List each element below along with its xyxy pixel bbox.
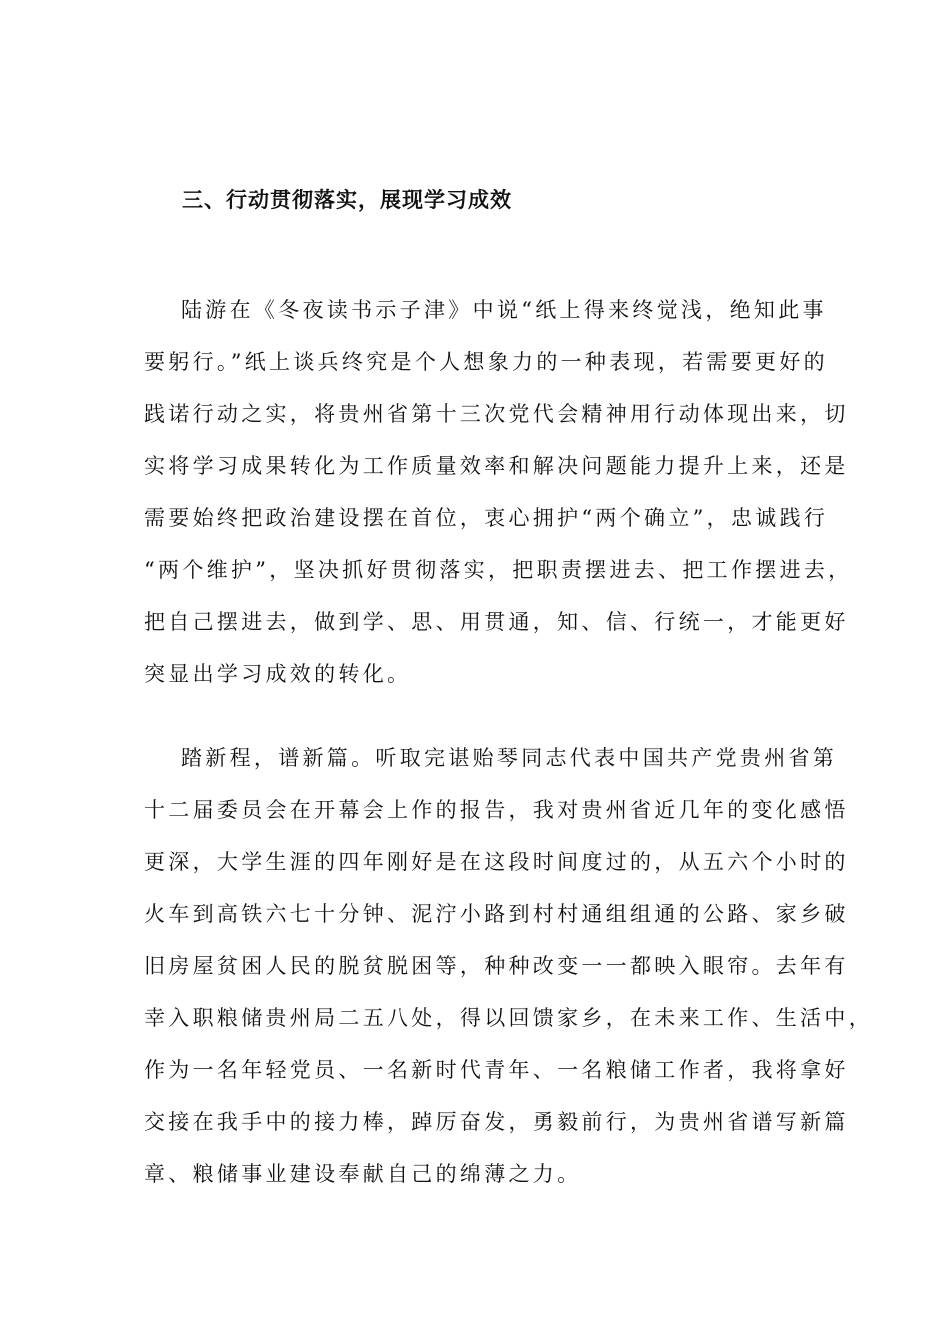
paragraph-line: 践诺行动之实，将贵州省第十三次党代会精神用行动体现出来，切: [144, 402, 849, 426]
section-heading: 三、行动贯彻落实，展现学习成效: [182, 187, 512, 212]
paragraph-line: 交接在我手中的接力棒，踔厉奋发，勇毅前行，为贵州省谱写新篇: [144, 1110, 849, 1134]
paragraph-line: 踏新程，谱新篇。听取完谌贻琴同志代表中国共产党贵州省第: [181, 746, 838, 770]
paragraph-line: “两个维护”，坚决抓好贯彻落实，把职责摆进去、把工作摆进去，: [144, 558, 853, 582]
paragraph-line: 陆游在《冬夜读书示子津》中说“纸上得来终觉浅，绝知此事: [181, 298, 827, 322]
paragraph-line: 要躬行。”纸上谈兵终究是个人想象力的一种表现，若需要更好的: [144, 350, 828, 374]
paragraph-line: 幸入职粮储贵州局二五八处，得以回馈家乡，在未来工作、生活中，: [144, 1006, 873, 1030]
paragraph-line: 十二届委员会在开幕会上作的报告，我对贵州省近几年的变化感悟: [144, 798, 849, 822]
paragraph-line: 作为一名年轻党员、一名新时代青年、一名粮储工作者，我将拿好: [144, 1058, 849, 1082]
paragraph-line: 火车到高铁六七十分钟、泥泞小路到村村通组组通的公路、家乡破: [144, 902, 849, 926]
paragraph-line: 把自己摆进去，做到学、思、用贯通，知、信、行统一，才能更好: [144, 610, 849, 634]
paragraph-line: 实将学习成果转化为工作质量效率和解决问题能力提升上来，还是: [144, 454, 849, 478]
paragraph-line: 旧房屋贫困人民的脱贫脱困等，种种改变一一都映入眼帘。去年有: [144, 954, 849, 978]
paragraph-line: 更深，大学生涯的四年刚好是在这段时间度过的，从五六个小时的: [144, 850, 849, 874]
paragraph-line: 需要始终把政治建设摆在首位，衷心拥护“两个确立”，忠诚践行: [144, 506, 829, 530]
paragraph-line: 突显出学习成效的转化。: [144, 662, 412, 686]
paragraph-line: 章、粮储事业建设奉献自己的绵薄之力。: [144, 1162, 582, 1186]
